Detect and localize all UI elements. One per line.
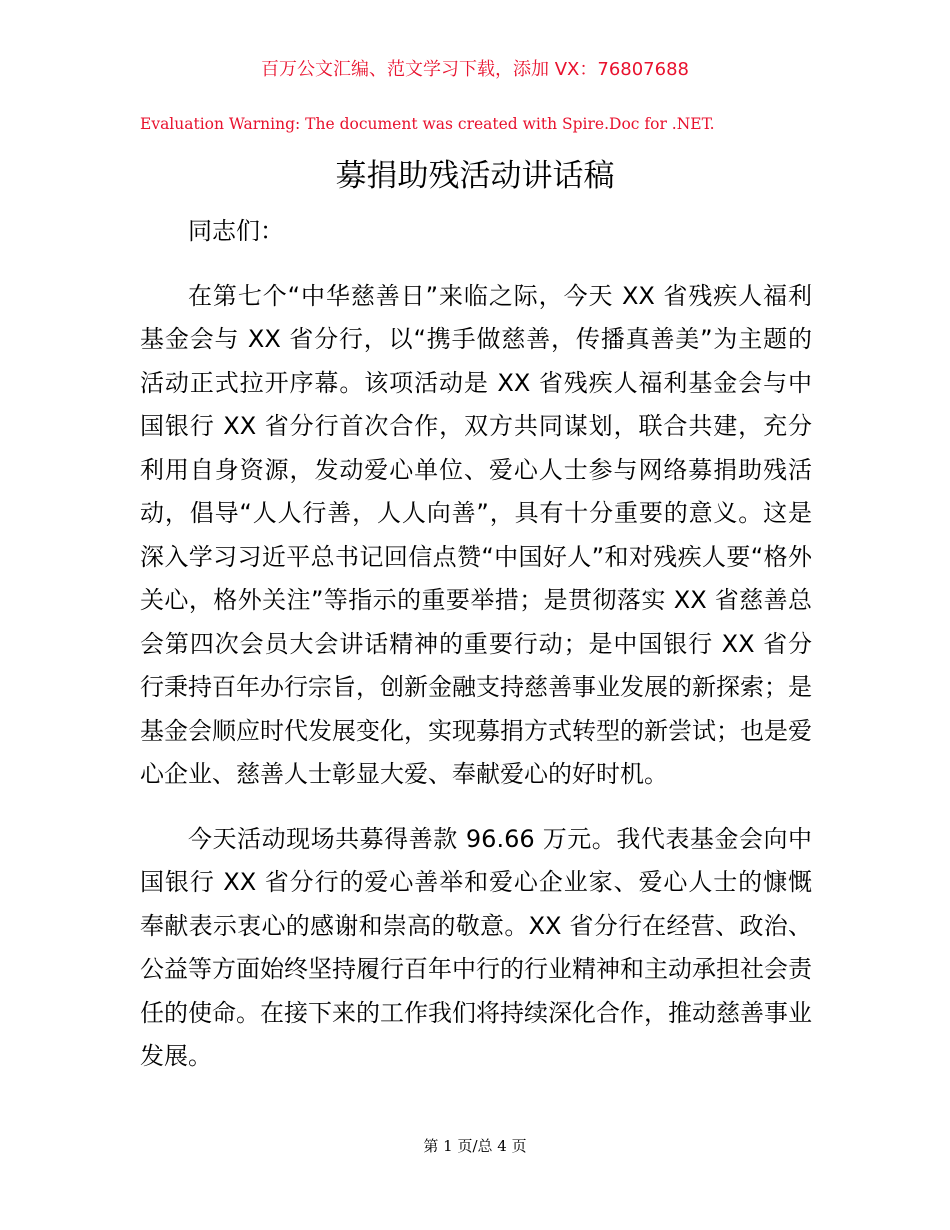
document-title: 募捐助残活动讲话稿 [335, 158, 615, 194]
page-number-footer: 第 1 页/总 4 页 [423, 1137, 527, 1155]
body-paragraph-2: 今天活动现场共募得善款 96.66 万元。我代表基金会向中国银行 XX 省分行的爱心善举和爱心企业家、爱心人士的慷慨奉献表示衷心的感谢和崇高的敬意。XX 省分行在经营、政治、公益等方面始终坚持履行百年中行的行业精神和主动承担社会责任的使命。在接下来的工作我们将持续深化合作，推动慈善事业发展。 [140, 824, 812, 1070]
body-paragraph-1: 在第七个“中华慈善日”来临之际，今天 XX 省残疾人福利基金会与 XX 省分行，以“携手做慈善，传播真善美”为主题的活动正式拉开序幕。该项活动是 XX 省残疾人福利基金会与中国银行 XX 省分行首次合作，双方共同谋划，联合共建，充分利用自身资源，发动爱心单位、爱心人士参与网络募捐助残活动，倡导“人人行善，人人向善”，具有十分重要的意义。这是深入学习习近平总书记回信点赞“中国好人”和对残疾人要“格外关心，格外关注”等指示的重要举措；是贯彻落实 XX 省慈善总会第四次会员大会讲话精神的重要行动；是中国银行 XX 省分行秉持百年办行宗旨，创新金融支持慈善事业发展的新探索；是基金会顺应时代发展变化，实现募捐方式转型的新尝试；也是爱心企业、慈善人士彰显大爱、奉献爱心的好时机。 [140, 281, 812, 788]
salutation: 同志们： [188, 217, 284, 245]
header-promo-text: 百万公文汇编、范文学习下载，添加 VX：76807688 [261, 59, 689, 80]
evaluation-warning: Evaluation Warning: The document was created with Spire.Doc for .NET. [140, 115, 715, 133]
document-body [140, 210, 812, 1079]
